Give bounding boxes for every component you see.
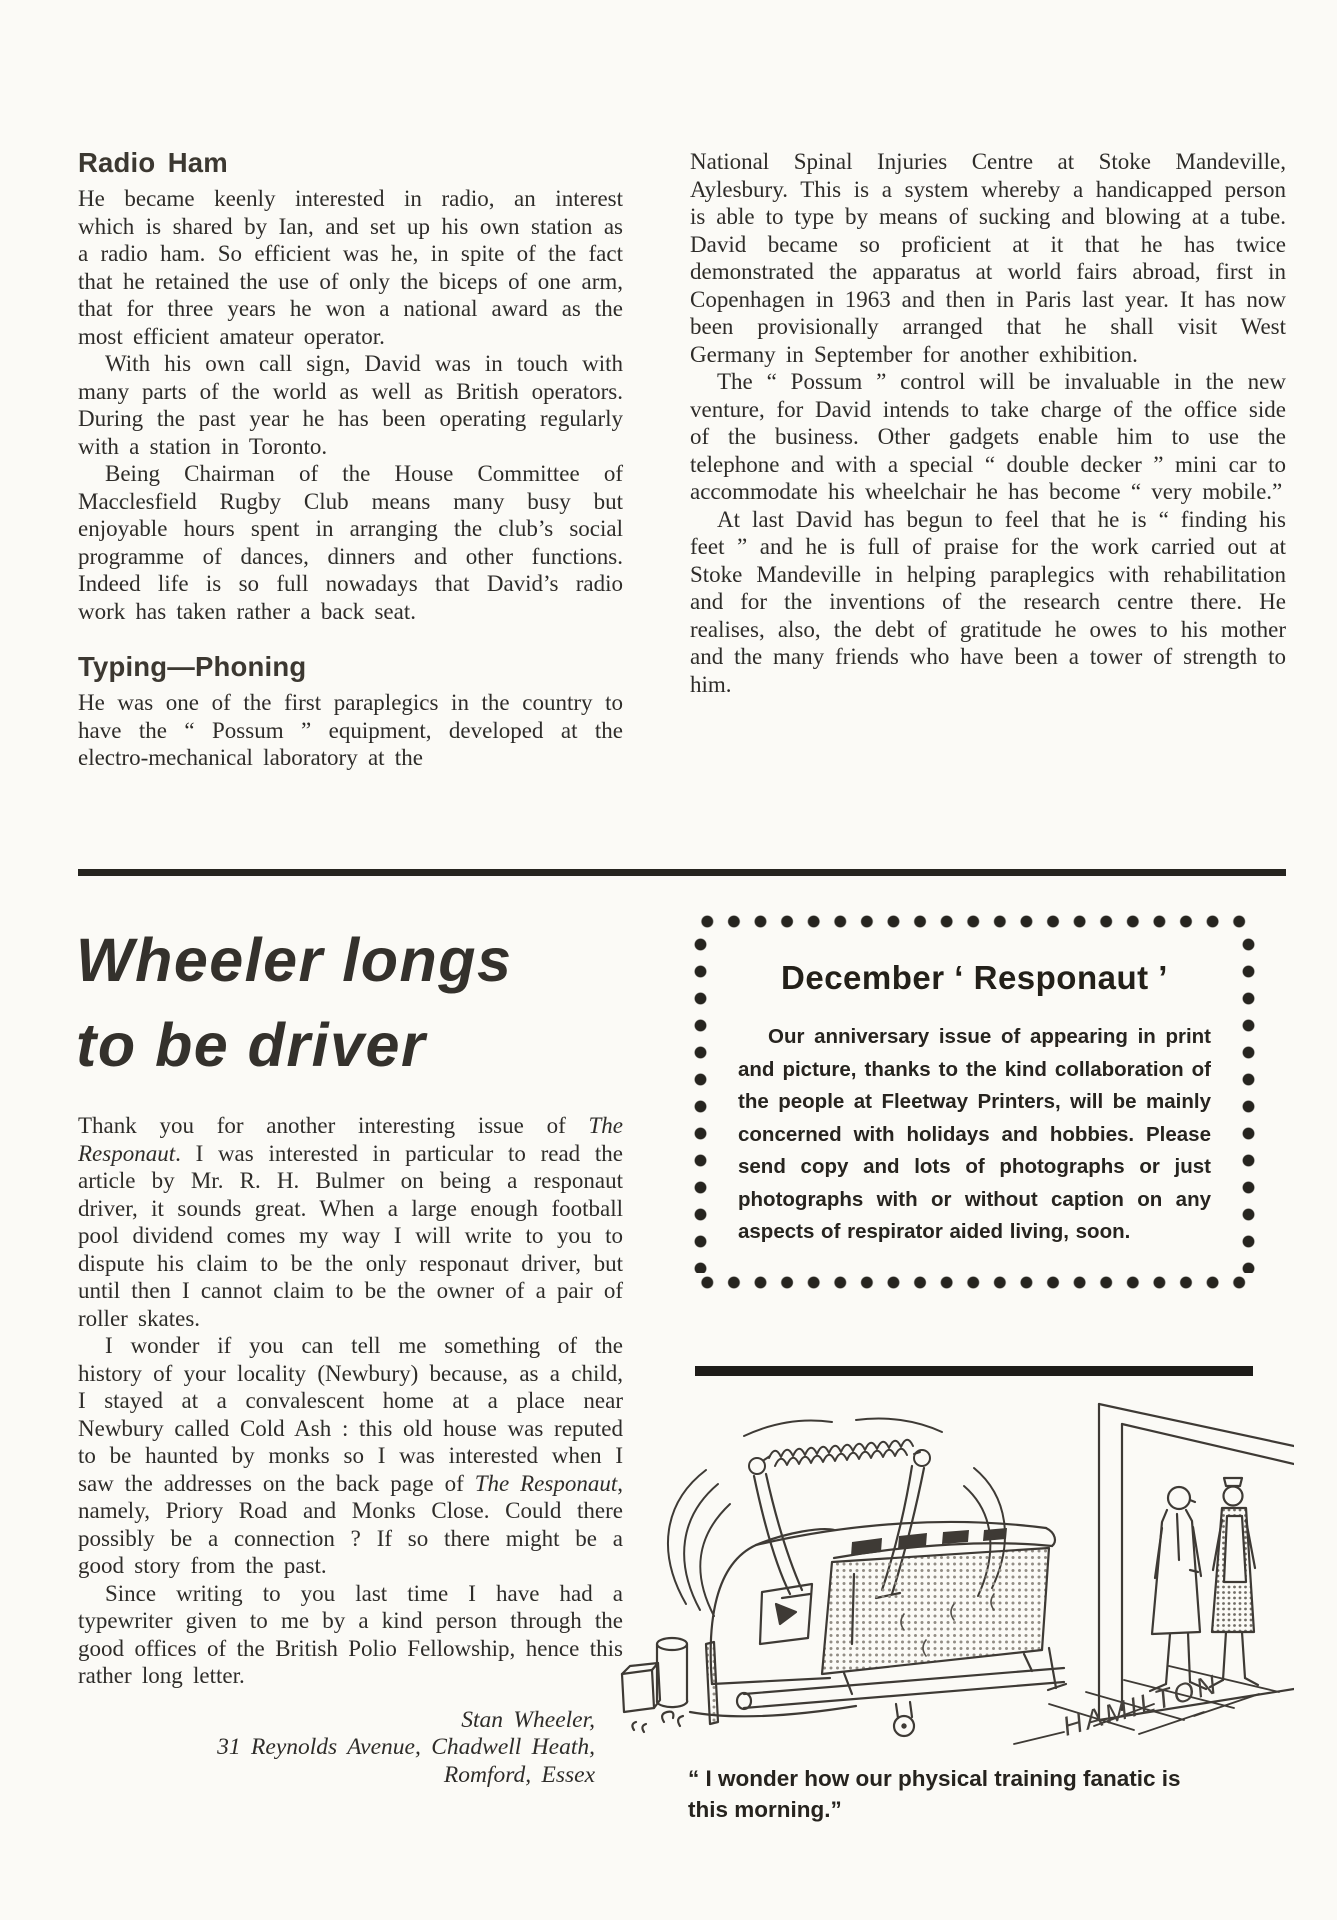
article-column-left [78, 148, 623, 772]
dotted-border-bottom [694, 1276, 1255, 1289]
publication-name: The Responaut [78, 1113, 623, 1166]
paragraph: With his own call sign, David was in touch with many parts of the world as well as British operators. During the past year he has been operating regularly with a station in Toronto. [78, 351, 623, 459]
signature-address-line1: 31 Reynolds Avenue, Chadwell Heath, [217, 1734, 595, 1760]
paragraph: The “ Possum ” control will be invaluable in the new venture, for David intends to take charge of the office side of the business. Other gadgets enable him to use the telephone and with a special “ double decker ” mini car to accommodate his wheelchair he has become “ very mobile.” [690, 369, 1286, 504]
nurse-figure [1210, 1478, 1258, 1687]
dotted-border-left [694, 931, 707, 1273]
paragraph: At last David has begun to feel that he is “ finding his feet ” and he is full of praise for the work carried out at Stoke Mandeville in helping paraplegics with rehabilitation and for the inventions of the research centre there. He realises, also, the debt of gratitude he owes to his mother and the many friends who have been a tower of strength to him. [690, 506, 1286, 697]
section-heading-typing-phoning: Typing—Phoning [78, 651, 307, 682]
cartoon-caption-line2: this morning.” [688, 1797, 842, 1822]
horizontal-divider-right [695, 1366, 1253, 1376]
doctor-figure [1150, 1487, 1206, 1691]
december-responaut-notice [694, 915, 1255, 1289]
article-column-right [690, 148, 1286, 698]
notice-title: December ‘ Responaut ’ [781, 959, 1168, 996]
paragraph: He was one of the first paraplegics in the country to have the “ Possum ” equipment, developed at the electro-mechanical laboratory at the [78, 690, 623, 770]
chest-expander-spring [749, 1440, 930, 1474]
dotted-border-right [1242, 931, 1255, 1273]
iron-lung [711, 1522, 1055, 1684]
cartoonist-signature: HAMILTON [1059, 1668, 1223, 1742]
cartoon-caption-line1: “ I wonder how our physical training fanatic is [688, 1766, 1181, 1791]
letter-text: , namely, Priory Road and Monks Close. Could there possibly be a connection ? If so there might be a good story from the past. [78, 1470, 623, 1578]
signature-address-line2: Romford, Essex [443, 1761, 595, 1788]
letter-headline [76, 918, 636, 1088]
pump-apparatus [622, 1638, 856, 1732]
paragraph [78, 1112, 623, 1332]
letter-text: Thank you for another interesting issue of [78, 1113, 589, 1138]
notice-body: Our anniversary issue of appearing in print and picture, thanks to the kind collaboration of the people at Fleetway Printers, will be mainly concerned with holidays and hobbies. Please send copy and lots of photographs or just photographs with or without caption on any aspects of respirator aided living, soon. [738, 1025, 1211, 1243]
paragraph: National Spinal Injuries Centre at Stoke Mandeville, Aylesbury. This is a system whereby a handicapped person is able to type by means of sucking and blowing at a tube. David became so proficient at it that he has twice demonstrated the apparatus at world fairs abroad, first in Copenhagen in 1963 and then in Paris last year. It has now been provisionally arranged that he shall visit West Germany in September for another exhibition. [690, 149, 1286, 367]
section-heading-radio-ham: Radio Ham [78, 147, 228, 178]
letter-text: I wonder if you can tell me something of the history of your locality (Newbury) because, as a child, I stayed at a convalescent home at a place near Newbury called Cold Ash : this old house was reputed to be haunted by monks so I was interested when I saw the addresses on the back page of [78, 1333, 623, 1496]
letter-body [78, 1112, 623, 1789]
cartoon-caption [688, 1763, 1308, 1825]
paragraph: Being Chairman of the House Committee of Macclesfield Rugby Club means many busy but enjoyable hours spent in arranging the club’s social programme of dances, dinners and other functions. Indeed life is so full nowadays that David’s radio work has taken rather a back seat. [78, 461, 623, 624]
letter-headline-line1: Wheeler longs [76, 926, 513, 994]
cartoon-illustration [594, 1392, 1294, 1760]
dotted-border-top [694, 915, 1255, 928]
paragraph: Since writing to you last time I have had a typewriter given to me by a kind person through the good offices of the British Polio Fellowship, hence this rather long letter. [78, 1580, 623, 1688]
signature-name: Stan Wheeler, [461, 1706, 595, 1733]
paragraph: He became keenly interested in radio, an interest which is shared by Ian, and set up his own station as a radio ham. So efficient was he, in spite of the fact that he retained the use of only the biceps of one arm, that for three years he won a national award as the most efficient amateur operator. [78, 186, 623, 349]
publication-name: The Responaut [474, 1470, 618, 1496]
iron-lung-cartoon [594, 1392, 1294, 1760]
paragraph [78, 1332, 623, 1580]
letter-headline-line2: to be driver [76, 1011, 427, 1079]
letter-signature [78, 1707, 623, 1790]
horizontal-divider [78, 869, 1286, 876]
letter-text: . I was interested in particular to read the article by Mr. R. H. Bulmer on being a responaut driver, it sounds great. When a large enough football pool dividend comes my way I will write to you to dispute his claim to be the only responaut driver, but until then I cannot claim to be the owner of a pair of roller skates. [78, 1140, 623, 1331]
